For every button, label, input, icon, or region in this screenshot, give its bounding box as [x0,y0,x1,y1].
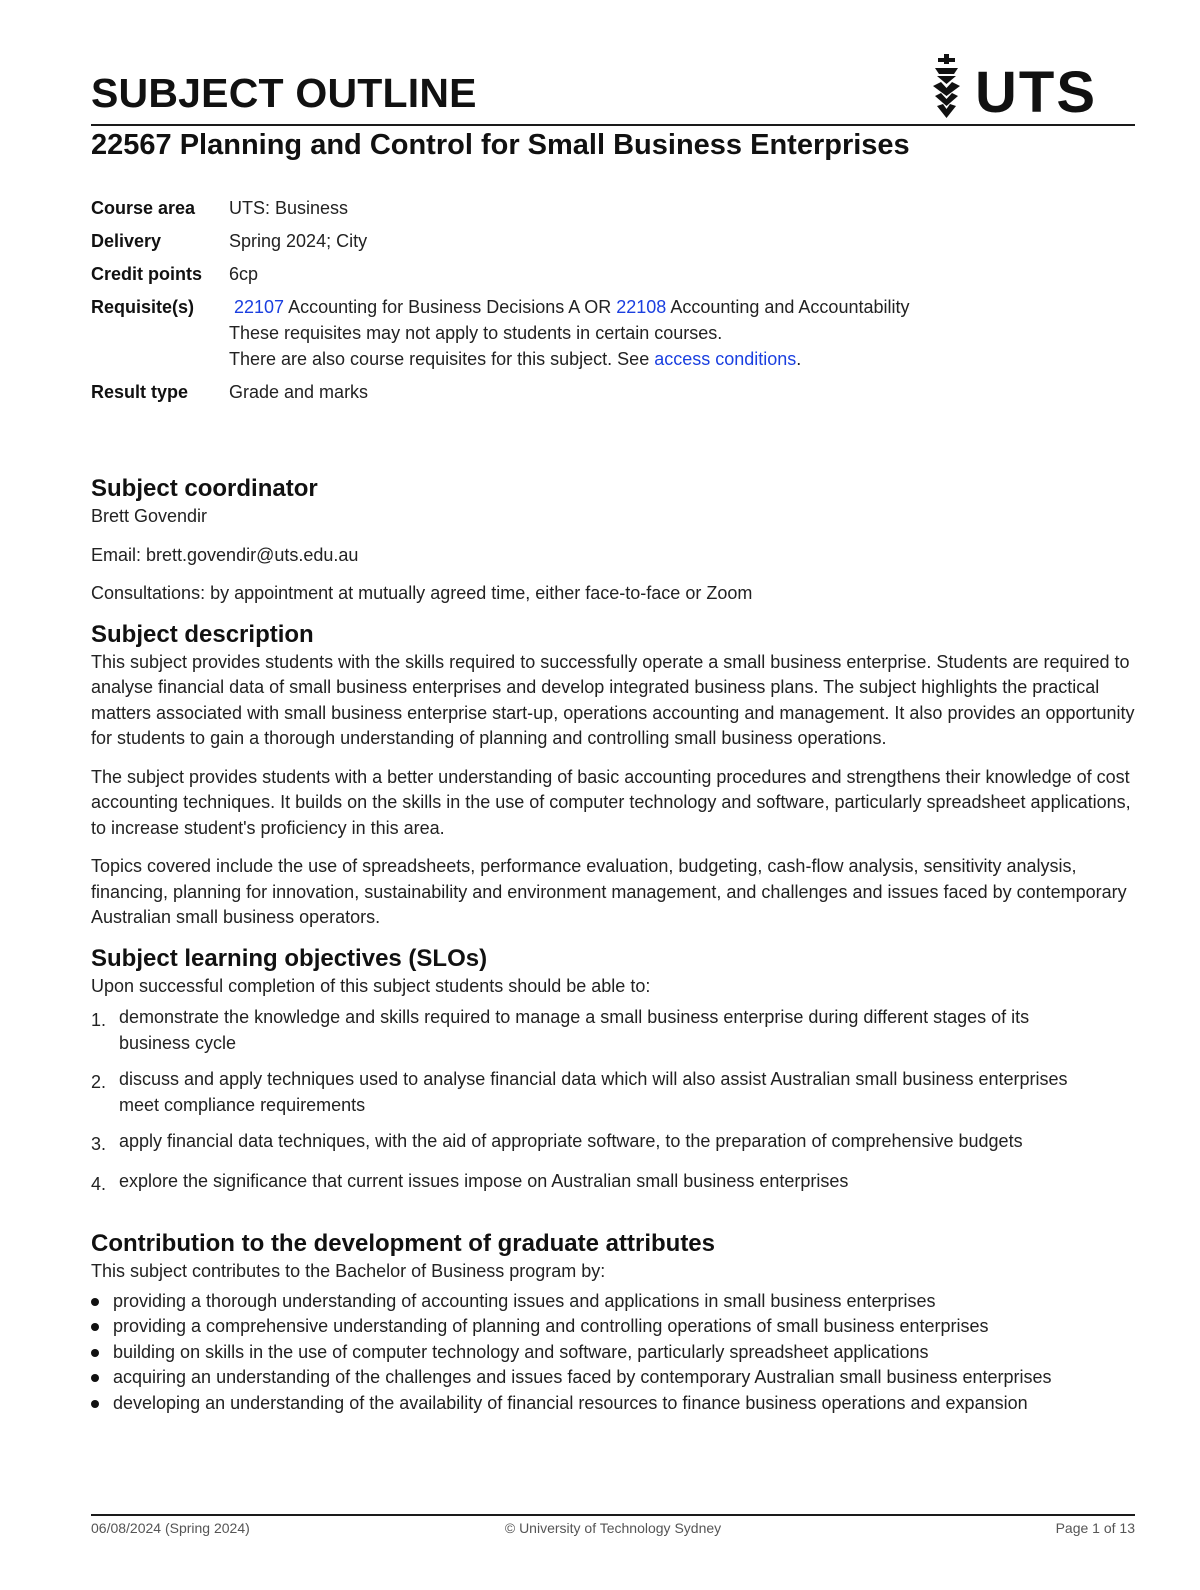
section-heading: Contribution to the development of graduate attributes [91,1230,715,1257]
list-item [91,1314,1135,1340]
list-item [91,1365,1135,1391]
meta-label: Requisite(s) [91,297,195,317]
meta-row-credit-points [91,261,1135,287]
bullet-icon [91,1391,113,1417]
uts-logo [927,52,1099,122]
list-text: building on skills in the use of computer technology and software, particularly spreadsheet applications [113,1341,929,1362]
meta-row-requisites [91,294,1135,372]
graduate-attributes-list [91,1289,1135,1417]
meta-label: Delivery [91,231,162,251]
requisite-link-22107[interactable]: 22107 [234,297,285,317]
list-text: developing an understanding of the availability of financial resources to finance business operations and expansion [113,1392,1028,1413]
meta-row-course-area [91,195,1135,221]
footer-page-number: Page 1 of 13 [1055,1520,1135,1536]
access-conditions-link[interactable]: access conditions [654,349,797,369]
graduate-attributes-section [91,1229,1135,1416]
section-heading: Subject learning objectives (SLOs) [91,944,488,972]
header-divider [91,124,1135,126]
requisite-note [229,346,1135,372]
requisite-note-suffix: . [796,349,802,369]
requisite-text: Accounting for Business Decisions A OR [284,297,617,317]
list-number: 4. [91,1173,107,1194]
requisite-note: These requisites may not apply to students in certain courses. [229,323,723,343]
meta-value: Grade and marks [229,382,369,402]
list-text: demonstrate the knowledge and skills required to manage a small business enterprise during different stages of its business cycle [119,1007,1030,1053]
description-paragraph: Topics covered include the use of spreadsheets, performance evaluation, budgeting, cash-flow analysis, sensitivity analysis, financing, planning for innovation, sustainability and environment management, and challenges and issues faced by contemporary Australian small business operators. [91,856,1127,927]
document-page [91,0,1135,1590]
list-text: acquiring an understanding of the challenges and issues faced by contemporary Australian small business enterprises [113,1367,1052,1387]
content-sections [91,474,1135,1416]
requisite-link-22108[interactable]: 22108 [616,297,667,317]
list-number: 3. [91,1134,107,1154]
meta-value [229,294,1135,372]
meta-value: 6cp [229,264,259,284]
list-number: 1. [91,1010,107,1030]
list-item [91,1005,1135,1056]
subject-title: 22567 Planning and Control for Small Business Enterprises [91,129,910,161]
meta-row-result-type [91,379,1135,405]
bullet-icon [91,1289,113,1315]
description-section [91,620,1135,931]
slo-intro: Upon successful completion of this subject students should be able to: [91,975,651,996]
list-item [91,1129,1135,1158]
meta-value: Spring 2024; City [229,231,368,251]
meta-value: UTS: Business [229,198,349,218]
list-item [91,1391,1135,1417]
bullet-icon [91,1365,113,1391]
meta-label: Result type [91,382,189,402]
list-text: providing a thorough understanding of accounting issues and applications in small business enterprises [113,1290,936,1311]
requisite-text: Accounting and Accountability [666,297,910,317]
footer-copyright: © University of Technology Sydney [504,1520,722,1536]
list-text: apply financial data techniques, with the aid of appropriate software, to the preparation of comprehensive budgets [119,1131,1023,1151]
list-item [91,1169,1135,1198]
list-item [91,1067,1135,1118]
subject-meta-table [91,195,1135,412]
slo-section [91,944,1135,1198]
graduate-intro: This subject contributes to the Bachelor of Business program by: [91,1261,606,1281]
requisite-line [229,294,1135,320]
requisite-note-text: There are also course requisites for this subject. See [229,349,655,369]
description-paragraph: The subject provides students with a better understanding of basic accounting procedures and strengthens their knowledge of cost accounting techniques. It builds on the skills in the use of computer technology and software, particularly spreadsheet applications, to increase student's proficiency in this area. [91,766,1131,838]
list-text: explore the significance that current issues impose on Australian small business enterprises [119,1170,849,1191]
document-title: SUBJECT OUTLINE [91,70,477,116]
coordinator-email: Email: brett.govendir@uts.edu.au [91,544,359,565]
list-text: providing a comprehensive understanding of planning and controlling operations of small business enterprises [113,1316,989,1336]
coordinator-name: Brett Govendir [91,506,208,526]
footer-date: 06/08/2024 (Spring 2024) [91,1520,250,1536]
bullet-icon [91,1340,113,1366]
list-item [91,1289,1135,1315]
description-paragraph: This subject provides students with the skills required to successfully operate a small business enterprise. Students are required to analyse financial data of small business enterprises and develop integrated business plans. The subject highlights the practical matters associated with small business enterprise start-up, operations accounting and management. It also provides an opportunity for students to gain a thorough understanding of planning and controlling small business operations. [91,651,1135,748]
section-heading: Subject coordinator [91,475,318,502]
list-text: discuss and apply techniques used to analyse financial data which will also assist Australian small business enterprises meet compliance requirements [119,1069,1068,1115]
logo-text: UTS [975,60,1097,122]
list-number: 2. [91,1072,107,1092]
list-item [91,1340,1135,1366]
coordinator-consultations: Consultations: by appointment at mutually agreed time, either face-to-face or Zoom [91,583,753,603]
bullet-icon [91,1314,113,1340]
footer-divider [91,1514,1135,1516]
slo-list [91,1005,1135,1197]
meta-label: Credit points [91,264,202,284]
meta-row-delivery [91,228,1135,254]
meta-label: Course area [91,198,196,218]
coordinator-section [91,474,1135,607]
section-heading: Subject description [91,620,314,648]
